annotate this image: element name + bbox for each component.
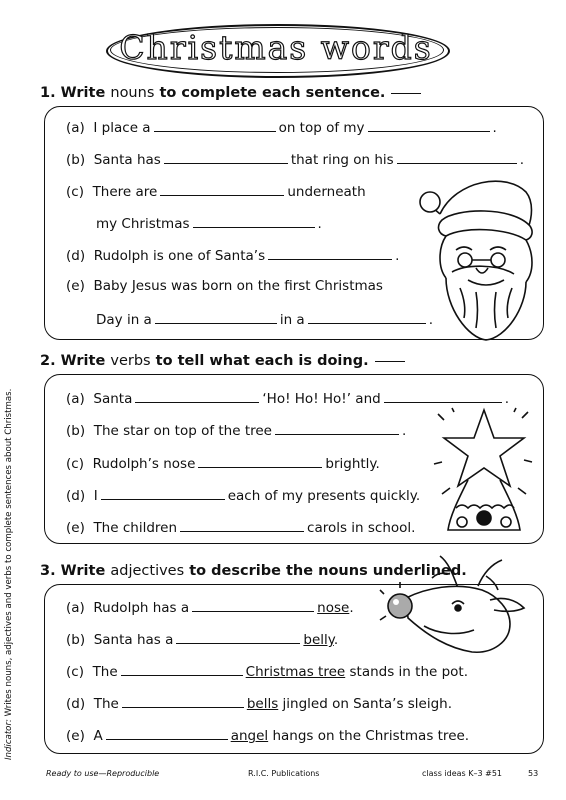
answer-blank[interactable] [164, 150, 288, 164]
s2-line-b: (b) The star on top of the tree . [66, 423, 407, 439]
answer-blank[interactable] [384, 389, 502, 403]
indicator-note: Indicator: Writes nouns, adjectives and verbs to complete sentences about Christmas. [4, 388, 14, 760]
s3-line-d: (d) The bells jingled on Santa’s sleigh. [66, 696, 453, 712]
page-number: 53 [528, 769, 539, 778]
s1-line-a: (a) I place a on top of my . [66, 120, 497, 136]
answer-blank[interactable] [368, 118, 490, 132]
answer-blank[interactable] [101, 486, 225, 500]
answer-blank[interactable] [192, 598, 314, 612]
answer-blank[interactable] [121, 662, 243, 676]
answer-blank[interactable] [268, 246, 392, 260]
s3-line-e: (e) A angel hangs on the Christmas tree. [66, 728, 470, 744]
s1-line-e: (e) Baby Jesus was born on the first Christmas [66, 278, 383, 294]
christmas-tree-illustration [432, 404, 536, 538]
s3-line-c: (c) The Christmas tree stands in the pot. [66, 664, 469, 680]
answer-blank[interactable] [154, 118, 276, 132]
s1-line-e2: Day in a in a . [96, 312, 433, 328]
answer-blank[interactable] [176, 630, 300, 644]
s2-line-e: (e) The children carols in school. [66, 520, 416, 536]
s2-line-c: (c) Rudolph’s nose brightly. [66, 456, 380, 472]
answer-blank[interactable] [193, 214, 315, 228]
s1-line-c: (c) There are underneath [66, 184, 366, 200]
answer-blank[interactable] [198, 454, 322, 468]
s1-line-b: (b) Santa has that ring on his . [66, 152, 524, 168]
page-title: Christmas words [119, 28, 433, 67]
answer-blank[interactable] [135, 389, 259, 403]
section-3-heading: 3. Write adjectives to describe the nouns underlined. [40, 563, 467, 579]
answer-blank[interactable] [155, 310, 277, 324]
footer-right: class ideas K–3 #51 [422, 769, 502, 778]
answer-blank[interactable] [122, 694, 244, 708]
footer-center: R.I.C. Publications [248, 769, 320, 778]
answer-blank[interactable] [180, 518, 304, 532]
s2-line-d: (d) I each of my presents quickly. [66, 488, 421, 504]
section-2-heading: 2. Write verbs to tell what each is doing. [40, 353, 405, 369]
answer-blank[interactable] [106, 726, 228, 740]
answer-blank[interactable] [397, 150, 517, 164]
answer-blank[interactable] [275, 421, 399, 435]
s1-line-c2: my Christmas . [96, 216, 322, 232]
answer-blank[interactable] [160, 182, 284, 196]
s1-line-d: (d) Rudolph is one of Santa’s . [66, 248, 400, 264]
s3-line-a: (a) Rudolph has a nose. [66, 600, 354, 616]
answer-blank[interactable] [308, 310, 426, 324]
section-1-heading: 1. Write nouns to complete each sentence. [40, 85, 421, 101]
santa-illustration [416, 168, 558, 344]
footer-left: Ready to use—Reproducible [46, 769, 160, 778]
reindeer-illustration [378, 552, 526, 664]
s2-line-a: (a) Santa ‘Ho! Ho! Ho!’ and . [66, 391, 509, 407]
s3-line-b: (b) Santa has a belly. [66, 632, 339, 648]
